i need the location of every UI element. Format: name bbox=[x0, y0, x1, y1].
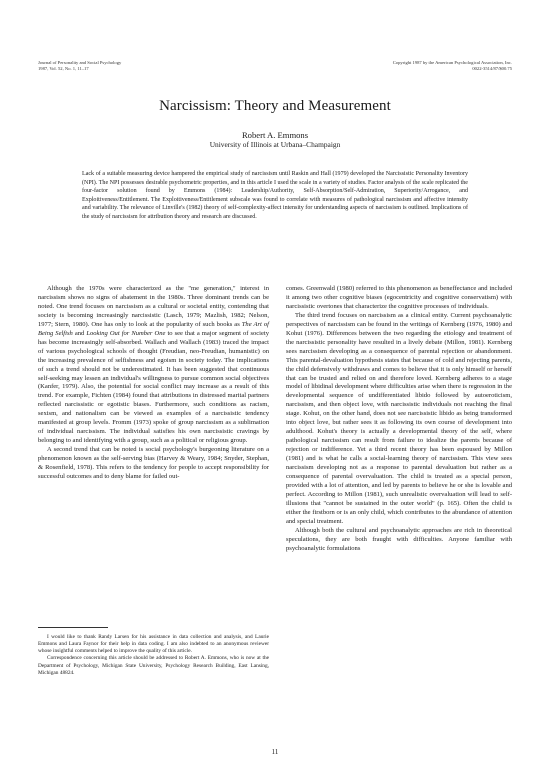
acknowledgment-note: I would like to thank Randy Larsen for his assistance in data collection and analysis, and Laurie Emmons and Laura Faynor for their help in data coding. I am also indebted to an anonymous reviewer whose insightful comments helped to improve the quality of this article. bbox=[38, 634, 269, 655]
body-column-right bbox=[286, 285, 512, 554]
book-title: The Art of Being Selfish bbox=[38, 320, 269, 337]
body-paragraph: comes. Greenwald (1980) referred to this phenomenon as beneffectance and included it among two other cognitive biases (egocentricity and cognitive conservatism) with narcissistic overtones that characterize the cognitive processes of individuals. bbox=[286, 285, 512, 310]
journal-citation bbox=[38, 60, 121, 71]
issn-code: 0022-3514/87/$00.75 bbox=[472, 65, 512, 71]
body-text: Although the 1970s were characterized as the "me generation," interest in narcissism shows no signs of abatement in the 1980s. Three dominant trends can be noted. One trend focuses on narcissism as a cultural or societal entity, contending that society is becoming increasingly narcissistic (Lasch, 1979; Mazlish, 1982; Nelson, 1977; Stern, 1980). One has only to look at the popularity of such books as bbox=[38, 285, 269, 328]
body-paragraph: Although both the cultural and psychoanalytic approaches are rich in theoretical speculations, they are both fraught with difficulties. Anyone familiar with psychoanalytic formulations bbox=[286, 526, 512, 552]
correspondence-note: Correspondence concerning this article should be addressed to Robert A. Emmons, who is now at the Department of Psychology, Michigan State University, Psychology Research Building, East Lansing, Michigan 48824. bbox=[38, 655, 269, 676]
page-number: 11 bbox=[271, 748, 279, 756]
journal-volume: 1987, Vol. 52, No. 1, 11–17 bbox=[38, 65, 89, 71]
journal-name: Journal of Personality and Social Psychology bbox=[38, 60, 122, 65]
author-name: Robert A. Emmons bbox=[241, 130, 309, 140]
copyright-holder: Copyright 1987 by the American Psychological Association, Inc. bbox=[392, 60, 512, 65]
copyright-notice bbox=[393, 60, 512, 71]
body-paragraph: The third trend focuses on narcissism as a clinical entity. Current psychoanalytic perspectives of narcissism can be found in the writings of Kernberg (1976, 1980) and Kohut (1976). Differences between the two regarding the etiology and treatment of the narcissistic personality have resulted in a lively debate (Millon, 1981). Kernberg sees narcissism developing as a consequence of parental rejection or abandonment. This parental-devaluation hypothesis states that because of cold and rejecting parents, the child defensively withdraws and comes to believe that it is only himself or herself that can be trusted and relied on and therefore loved. Kernberg adheres to a stage model of libidinal development where difficulties arise when there is regression in the developmental sequence of undifferentiated libido followed by autoeroticism, narcissism, and then object love, with narcissistic individuals not reaching the final stage. Kohut, on the other hand, does not see narcissistic libido as being transformed into object love, but rather sees it as following its own course of development into adulthood. Kohut's theory is actually a developmental theory of the self, where pathological narcissism can result from failure to idealize the parents because of rejection or indifference. Yet a third recent theory has been espoused by Millon (1981) and is what he calls a social-learning theory of narcissism. This view sees narcissism developing not as a response to parental devaluation but rather as a consequence of parental overvaluation. The child is treated as a special person, provided with a lot of attention, and led by parents to believe he or she is lovable and perfect. According to Millon (1981), such unrealistic overvaluation will lead to self-illusions that "cannot be sustained in the outer world" (p. 165). Often the child is either the firstborn or is an only child, which contributes to the abundance of attention and special treatment. bbox=[286, 311, 512, 525]
body-paragraph bbox=[38, 285, 269, 446]
body-text: and bbox=[72, 329, 87, 337]
body-column-left bbox=[38, 285, 269, 482]
book-title: Looking Out for Number One bbox=[86, 329, 166, 337]
footnotes bbox=[38, 634, 269, 677]
footnote-divider bbox=[38, 627, 108, 628]
article-title: Narcissism: Theory and Measurement bbox=[159, 98, 391, 114]
abstract: Lack of a suitable measuring device hampered the empirical study of narcissism until Raskin and Hall (1979) developed the Narcissistic Personality Inventory (NPI). The NPI possesses desirable psychometric properties, and in this article I used the scale in a variety of studies. Factor analysis of the scale replicated the four-factor solution found by Emmons (1984): Leadership/Authority, Self-Absorption/Self-Admiration, Superiority/Arrogance, and Exploitiveness/Entitlement. The Exploitiveness/Entitlement subscale was found to correlate with measures of pathological narcissism and affective intensity and variability. The relevance of Linville's (1982) theory of self-complexity-affect intensity for understanding aspects of narcissism is outlined. Implications of the study of narcissism for attribution theory and research are discussed. bbox=[82, 171, 468, 220]
body-text: to see that a major segment of society has become increasingly self-absorbed. Wallach and Wallach (1983) traced the impact of various psychological schools of thought (Freudian, neo-Freudian, humanistic) on the increasing prevalence of selfishness and egoism in society today. The implications of such a trend should not be underestimated. It has been suggested that continuous self-seeking may lessen an individual's willingness to pursue common social objectives (Kanfer, 1979). Also, the potential for social conflict may increase as a result of this trend. For example, Fichten (1984) found that attributions in distressed marital partners reflected narcissistic or egotistic biases. Furthermore, such conditions as racism, sexism, and nationalism can be viewed as examples of a narcissistic tendency manifested at group levels. Fromm (1973) spoke of group narcissism as a sublimation of individual narcissism. The individual satisfies his own narcissistic cravings by belonging to and identifying with a group, such as a political or religious group. bbox=[38, 329, 270, 445]
body-paragraph: A second trend that can be noted is social psychology's burgeoning literature on a phenomenon known as the self-serving bias (Harvey & Weary, 1984; Snyder, Stephan, & Rosenfield, 1978). This refers to the tendency for people to accept responsibility for successful outcomes and to deny blame for failed out- bbox=[38, 446, 269, 481]
author-affiliation: University of Illinois at Urbana–Champaign bbox=[209, 140, 341, 149]
